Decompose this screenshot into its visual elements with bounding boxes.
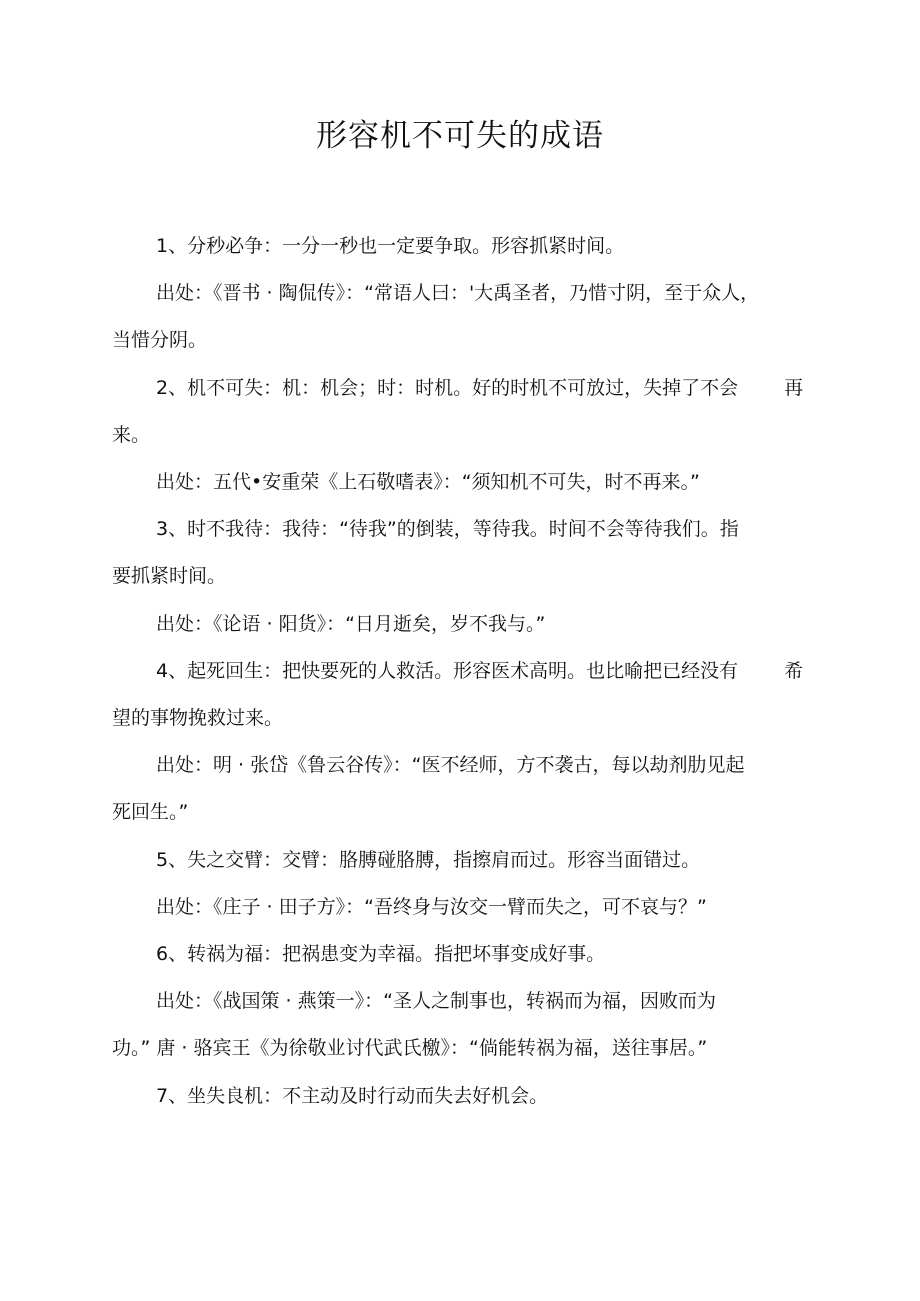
idiom-1-definition: 1、分秒必争：一分一秒也一定要争取。形容抓紧时间。 — [156, 235, 625, 257]
idiom-2-source: 出处：五代•安重荣《上石敬嗜表》：“须知机不可失，时不再来。” — [156, 471, 700, 494]
idiom-4-source: 出处：明 · 张岱《鲁云谷传》：“医不经师，方不袭古，每以劫剂肋见起 — [156, 754, 745, 777]
idiom-3-source: 出处：《论语 · 阳货》：“日月逝矣，岁不我与。” — [156, 612, 546, 635]
idiom-4-definition — [112, 648, 812, 695]
idiom-6-source-cont: 功。” 唐 · 骆宾王《为徐敬业讨代武氏檄》：“倘能转祸为福，送往事居。” — [112, 1037, 708, 1060]
idiom-7-definition: 7、坐失良机：不主动及时行动而失去好机会。 — [156, 1084, 549, 1107]
idiom-1-source-cont: 当惜分阴。 — [112, 329, 208, 352]
idiom-4-definition-text: 4、起死回生：把快要死的人救活。形容医术高明。也比喻把已经没有 — [156, 659, 739, 682]
idiom-1-source: 出处：《晋书 · 陶侃传》：“常语人曰：'大禹圣者，乃惜寸阴，至于众人， — [156, 282, 760, 305]
idiom-2-definition-tail: 再 — [784, 376, 804, 399]
idiom-6-source: 出处：《战国策 · 燕策一》：“圣人之制事也，转祸而为福，因败而为 — [156, 990, 716, 1013]
idiom-3-definition: 3、时不我待：我待：“待我”的倒装，等待我。时间不会等待我们。指 — [156, 518, 739, 541]
document-title: 形容机不可失的成语 — [316, 118, 604, 154]
idiom-5-definition: 5、失之交臂：交臂：胳膊碰胳膊，指擦肩而过。形容当面错过。 — [156, 848, 701, 871]
idiom-4-definition-tail: 希 — [784, 659, 804, 682]
idiom-4-definition-cont: 望的事物挽救过来。 — [112, 707, 284, 730]
idiom-5-source: 出处：《庄子 · 田子方》：“吾终身与汝交一臂而失之，可不哀与？” — [156, 895, 707, 918]
idiom-3-definition-cont: 要抓紧时间。 — [112, 565, 227, 588]
document-body — [112, 223, 812, 1120]
idiom-4-source-cont: 死回生。” — [112, 801, 189, 824]
idiom-6-definition: 6、转祸为福：把祸患变为幸福。指把坏事变成好事。 — [156, 943, 606, 966]
idiom-2-definition-cont: 来。 — [112, 423, 151, 446]
idiom-2-definition — [112, 365, 812, 412]
idiom-2-definition-text: 2、机不可失：机：机会；时：时机。好的时机不可放过，失掉了不会 — [156, 376, 739, 399]
